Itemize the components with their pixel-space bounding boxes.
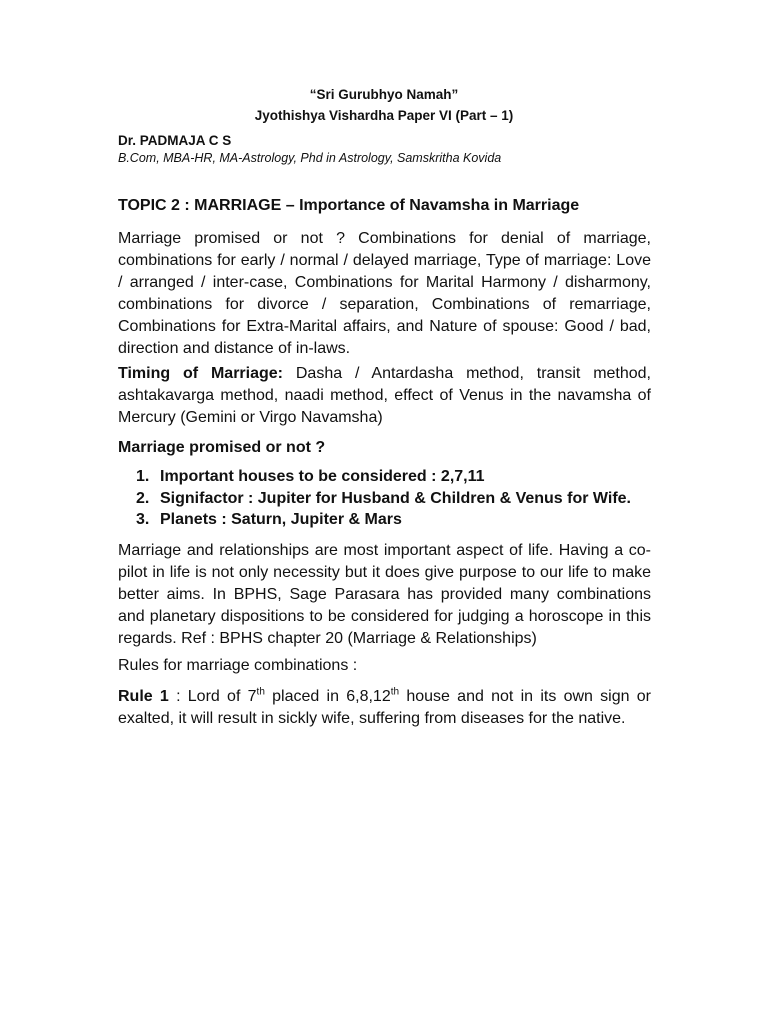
list-item-number: 3. (136, 511, 150, 528)
list-item-number: 1. (136, 468, 150, 485)
intro-paragraph: Marriage promised or not ? Combinations for denial of marriage, combinations for early / normal / delayed marriage, Type of marriage: Love / arranged / inter-case, Combinations for Marital Harmony / disharmony, combinations for divorce / separation, Combinations of remarriage, Combinations for Extra-Marital affairs, and Nature of spouse: Good / bad, direction and distance of in-laws. (118, 230, 651, 357)
author-credentials: B.Com, MBA-HR, MA-Astrology, Phd in Astrology, Samskritha Kovida (118, 151, 502, 165)
topic-heading: TOPIC 2 : MARRIAGE – Importance of Navamsha in Marriage (118, 197, 580, 214)
timing-label: Timing of Marriage: (118, 365, 283, 382)
rule-1-text-c: house and not in its own sign or exalted, it will result in sickly wife, suffering from diseases for the native. (118, 688, 651, 727)
relationships-paragraph: Marriage and relationships are most important aspect of life. Having a co-pilot in life is not only necessity but it does give purpose to our life to make better aims. In BPHS, Sage Parasara has provided many combinations and planetary dispositions to be considered for judging a horoscope in this regards. Ref : BPHS chapter 20 (Marriage & Relationships) (118, 542, 651, 647)
rule-1-label: Rule 1 (118, 688, 169, 705)
timing-text: Dasha / Antardasha method, transit method, ashtakavarga method, naadi method, effect of Venus in the navamsha of Mercury (Gemini or Virgo Navamsha) (118, 365, 651, 426)
list-item (136, 509, 631, 531)
paper-title: Jyothishya Vishardha Paper VI (Part – 1) (254, 108, 514, 123)
list-item-number: 2. (136, 489, 150, 507)
author-name: Dr. PADMAJA C S (118, 133, 232, 148)
list-item-text: Signifactor : Jupiter for Husband & Children & Venus for Wife. (160, 489, 631, 507)
list-item-text: Planets : Saturn, Jupiter & Mars (160, 511, 402, 528)
rule-1-superscript-a: th (256, 686, 265, 698)
author-block (118, 132, 658, 166)
rule-1-paragraph (118, 686, 651, 730)
promised-heading: Marriage promised or not ? (118, 439, 326, 456)
list-item (136, 466, 631, 488)
rule-1-text-a: : Lord of 7 (168, 688, 257, 705)
list-item-text: Important houses to be considered : 2,7,11 (160, 468, 485, 485)
document-header (0, 84, 768, 126)
invocation-line: “Sri Gurubhyo Namah” (309, 87, 459, 102)
rule-1-text-b: placed in 6,8,12 (264, 688, 391, 705)
list-item (136, 488, 631, 510)
rule-1-superscript-b: th (390, 686, 400, 698)
rules-intro: Rules for marriage combinations : (118, 657, 358, 674)
timing-paragraph (118, 363, 651, 429)
key-points-list (136, 466, 631, 531)
